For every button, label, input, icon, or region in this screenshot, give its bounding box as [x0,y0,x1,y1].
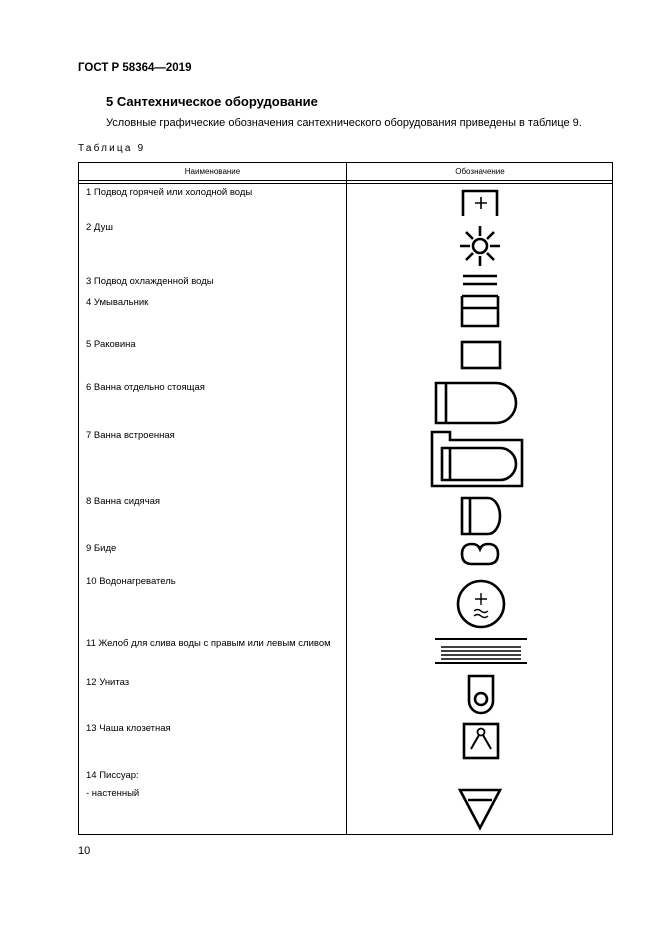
bidet-icon [460,540,500,568]
sitz-bath-icon [460,496,502,536]
water-heater-icon [455,578,507,630]
drain-gutter-icon [433,636,529,666]
row-label: 8 Ванна сидячая [86,496,161,507]
document-code: ГОСТ Р 58364—2019 [78,62,192,74]
row-label: 2 Душ [86,222,113,233]
row-label: 3 Подвод охлажденной воды [86,276,214,287]
freestanding-bathtub-icon [434,381,518,425]
row-label: 5 Раковина [86,339,136,350]
row-label: 12 Унитаз [86,677,130,688]
header-name: Наименование [184,167,241,176]
hot-cold-water-supply-icon [460,188,500,218]
row-label: 14 Писсуар: [86,770,139,781]
row-label: 4 Умывальник [86,297,149,308]
page-number: 10 [78,845,91,857]
squat-toilet-bowl-icon [462,722,500,760]
row-label: 9 Биде [86,543,117,554]
washbasin-icon [460,294,500,328]
chilled-water-supply-icon [462,272,498,288]
row-label: 11 Желоб для слива воды с правым или левым сливом [86,638,331,649]
built-in-bathtub-icon [430,428,526,488]
column-divider [346,163,347,834]
row-label: 6 Ванна отдельно стоящая [86,382,205,393]
toilet-icon [466,673,496,713]
row-label: - настенный [86,788,140,799]
row-label: 13 Чаша клозетная [86,723,171,734]
header-symbol: Обозначение [455,167,505,176]
wall-urinal-icon [458,786,502,830]
sink-icon [460,340,502,370]
row-label: 7 Ванна встроенная [86,430,175,441]
symbols-table [78,162,613,835]
intro-paragraph: Условные графические обозначения сантехнического оборудования приведены в таблице 9. [106,117,582,129]
section-title: 5 Сантехническое оборудование [106,94,318,109]
shower-icon [458,224,502,268]
row-label: 10 Водонагреватель [86,576,176,587]
table-caption: Таблица 9 [78,143,146,154]
row-label: 1 Подвод горячей или холодной воды [86,187,253,198]
